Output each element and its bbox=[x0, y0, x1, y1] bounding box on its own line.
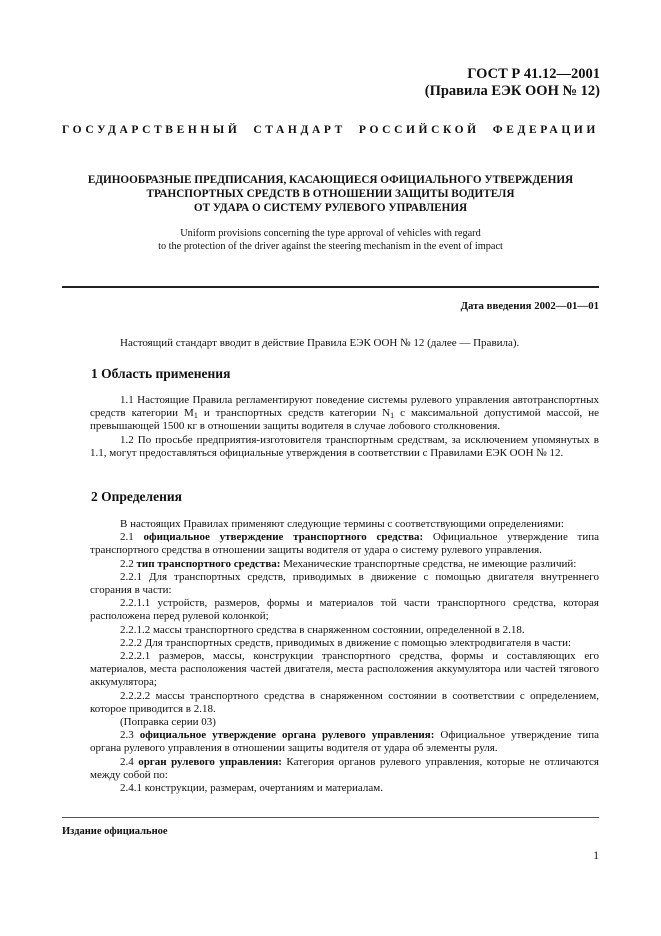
section-1-body bbox=[90, 394, 599, 460]
intro-paragraph-block bbox=[90, 337, 599, 350]
intro-paragraph: Настоящий стандарт вводит в действие Правила ЕЭК ООН № 12 (далее — Правила). bbox=[120, 337, 520, 349]
category-subscript: 1 bbox=[193, 411, 198, 421]
state-standard-banner bbox=[62, 124, 599, 136]
clause-2-1 bbox=[90, 531, 599, 557]
section-2-heading: 2 Определения bbox=[91, 489, 182, 504]
definition: Механические транспортные средства, не имеющие различий: bbox=[280, 557, 577, 570]
definition: Категория органов рулевого управления, которые не отличаются между собой по: bbox=[90, 755, 599, 781]
clause-2-2 bbox=[90, 558, 599, 571]
clause-2-2-2: 2.2.2 Для транспортных средств, приводимых в движение с помощью электродвигателя в части: bbox=[120, 636, 572, 649]
clause-2-4-1: 2.4.1 конструкции, размерам, очертаниям и материалам. bbox=[120, 782, 383, 795]
term: официальное утверждение транспортного средства: bbox=[143, 531, 424, 544]
definitions-lead: В настоящих Правилах применяют следующие термины с соответствующими определениями: bbox=[120, 518, 564, 530]
gost-code: ГОСТ Р 41.12—2001 bbox=[467, 66, 600, 82]
clause-number: 2.4 bbox=[120, 755, 139, 768]
section-2-body bbox=[90, 518, 599, 795]
clause-1-1 bbox=[90, 394, 599, 434]
clause-2-2-1-2: 2.2.1.2 массы транспортного средства в снаряженном состоянии, определенной в 2.18. bbox=[120, 623, 525, 636]
term: официальное утверждение органа рулевого управления: bbox=[139, 729, 435, 742]
term: тип транспортного средства: bbox=[136, 557, 281, 570]
banner-word: РОССИЙСКОЙ bbox=[358, 124, 480, 136]
banner-word: ФЕДЕРАЦИИ bbox=[492, 124, 599, 136]
category-subscript: 1 bbox=[390, 411, 395, 421]
clause-number: 2.1 bbox=[120, 531, 144, 544]
clause-number: 2.2 bbox=[120, 557, 137, 570]
section-1-heading: 1 Область применения bbox=[91, 366, 231, 381]
document-title bbox=[40, 173, 621, 215]
title-line: ЕДИНООБРАЗНЫЕ ПРЕДПИСАНИЯ, КАСАЮЩИЕСЯ ОФИЦИАЛЬНОГО УТВЕРЖДЕНИЯ bbox=[87, 174, 574, 186]
term: орган рулевого управления: bbox=[138, 755, 282, 768]
footer-divider bbox=[62, 817, 599, 818]
standard-designation bbox=[425, 66, 600, 100]
title-line: ОТ УДАРА О СИСТЕМУ РУЛЕВОГО УПРАВЛЕНИЯ bbox=[193, 202, 468, 214]
definition: Официальное утверждение типа органа рулевого управления в отношении защиты водителя от удара об элементы руля. bbox=[90, 729, 599, 755]
banner-word: ГОСУДАРСТВЕННЫЙ bbox=[62, 124, 241, 136]
clause-2-4 bbox=[90, 756, 599, 782]
clause-2-2-1: 2.2.1 Для транспортных средств, приводимых в движение с помощью двигателя внутреннего сгорания в части: bbox=[90, 570, 599, 597]
amendment-note: (Поправка серии 03) bbox=[120, 716, 216, 729]
clause-1-1-text-b: и транспортных средств категории N bbox=[197, 407, 391, 420]
header-divider bbox=[62, 286, 599, 288]
clause-number: 2.3 bbox=[120, 729, 140, 742]
rule-reference: (Правила ЕЭК ООН № 12) bbox=[424, 83, 600, 99]
title-line: ТРАНСПОРТНЫХ СРЕДСТВ В ОТНОШЕНИИ ЗАЩИТЫ ВОДИТЕЛЯ bbox=[146, 188, 515, 200]
introduction-date: Дата введения 2002—01—01 bbox=[460, 300, 599, 312]
clause-2-3 bbox=[90, 729, 599, 755]
banner-word: СТАНДАРТ bbox=[253, 124, 346, 136]
english-title-line: Uniform provisions concerning the type approval of vehicles with regard bbox=[180, 228, 481, 239]
english-title bbox=[40, 227, 621, 253]
clause-1-1-text-a: 1.1 Настоящие Правила регламентируют поведение системы рулевого управления автотранспортных средств категории M bbox=[90, 394, 599, 420]
clause-2-2-2-1: 2.2.2.1 размеров, массы, конструкции транспортного средства, формы и составляющих его материалов, места расположения частей двигателя, места расположения аккумулятора или частей тягового аккумулятора; bbox=[90, 650, 599, 689]
definition: Официальное утверждение типа транспортного средства в отношении защиты водителя от удара о систему рулевого управления. bbox=[90, 531, 600, 557]
clause-2-2-2-2: 2.2.2.2 массы транспортного средства в снаряженном состоянии в соответствии с определением, которое приводится в 2.18. bbox=[90, 689, 599, 715]
clause-1-2: 1.2 По просьбе предприятия-изготовителя транспортным средствам, за исключением упомянутых в 1.1, могут предоставляться официальные утверждения в соответствии с Правилами ЕЭК ООН № 12. bbox=[90, 433, 599, 459]
clause-2-2-1-1: 2.2.1.1 устройств, размеров, формы и материалов той части транспортного средства, которая расположена перед рулевой колонкой; bbox=[90, 597, 599, 623]
english-title-line: to the protection of the driver against the steering mechanism in the event of impact bbox=[158, 241, 503, 252]
clause-1-1-text-c: с максимальной допустимой массой, не превышающей 1500 кг в отношении защиты водителя в случае лобового столкновения. bbox=[90, 407, 600, 433]
page-number: 1 bbox=[593, 850, 599, 862]
official-edition-label: Издание официальное bbox=[62, 826, 168, 837]
